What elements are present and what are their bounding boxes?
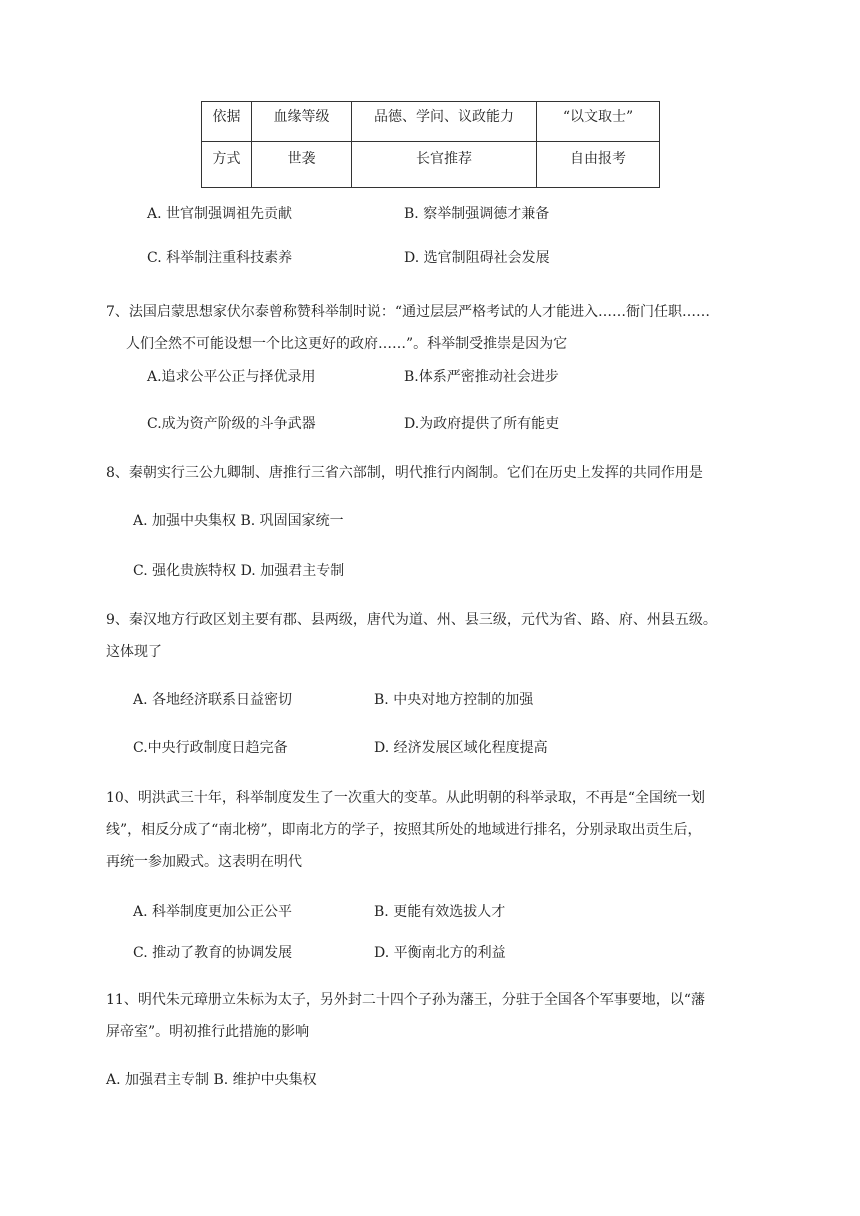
q9-option-d: D. 经济发展区域化程度提高 [374,740,548,756]
q7-option-b: B.体系严密推动社会进步 [404,369,559,385]
q11-stem-line2: 屏帝室”。明初推行此措施的影响 [106,1024,310,1040]
table-cell: 品德、学问、议政能力 [352,102,537,142]
q9-option-a: A. 各地经济联系日益密切 [133,692,293,708]
q8-options-cd: C. 强化贵族特权 D. 加强君主专制 [133,563,345,579]
q8-stem: 8、秦朝实行三公九卿制、唐推行三省六部制，明代推行内阁制。它们在历史上发挥的共同作用是 [106,465,703,481]
table-row [202,142,660,188]
q9-option-b: B. 中央对地方控制的加强 [374,692,534,708]
table-cell: 长官推荐 [352,142,537,188]
comparison-table [201,101,660,188]
q6-option-d: D. 选官制阻碍社会发展 [404,250,550,266]
table-cell: 自由报考 [537,142,660,188]
table-cell: “以文取士” [537,102,660,142]
q10-option-b: B. 更能有效选拔人才 [374,904,506,920]
q7-option-d: D.为政府提供了所有能吏 [404,416,560,432]
q7-option-a: A.追求公平公正与择优录用 [147,369,316,385]
q7-stem-line2: 人们全然不可能设想一个比这更好的政府……”。科举制受推崇是因为它 [126,336,568,352]
q11-options-ab: A. 加强君主专制 B. 维护中央集权 [106,1072,317,1088]
table-cell: 世袭 [252,142,352,188]
q11-stem-line1: 11、明代朱元璋册立朱标为太子，另外封二十四个子孙为藩王，分驻于全国各个军事要地，以“藩 [106,992,705,1008]
q7-option-c: C.成为资产阶级的斗争武器 [147,416,316,432]
q6-option-b: B. 察举制强调德才兼备 [404,206,550,222]
table-cell: 依据 [202,102,252,142]
q10-option-c: C. 推动了教育的协调发展 [133,945,293,961]
q10-option-a: A. 科举制度更加公正公平 [133,904,293,920]
q8-options-ab: A. 加强中央集权 B. 巩固国家统一 [133,513,344,529]
q7-stem-line1: 7、法国启蒙思想家伏尔泰曾称赞科举制时说：“通过层层严格考试的人才能进入……衙门任职…… [106,304,711,320]
q9-option-c: C.中央行政制度日趋完备 [133,740,288,756]
q10-stem-line1: 10、明洪武三十年，科举制度发生了一次重大的变革。从此明朝的科举录取，不再是“全国统一划 [106,790,705,806]
q6-option-c: C. 科举制注重科技素养 [147,250,293,266]
table-cell: 方式 [202,142,252,188]
q10-stem-line3: 再统一参加殿式。这表明在明代 [106,854,302,870]
q6-option-a: A. 世官制强调祖先贡献 [147,206,293,222]
table-cell: 血缘等级 [252,102,352,142]
q10-stem-line2: 线”，相反分成了“南北榜”，即南北方的学子，按照其所处的地域进行排名，分别录取出贡生后， [106,822,702,838]
q9-stem-line1: 9、秦汉地方行政区划主要有郡、县两级，唐代为道、州、县三级，元代为省、路、府、州县五级。 [106,612,717,628]
q9-stem-line2: 这体现了 [106,644,162,660]
q10-option-d: D. 平衡南北方的利益 [374,945,506,961]
table-row [202,102,660,142]
